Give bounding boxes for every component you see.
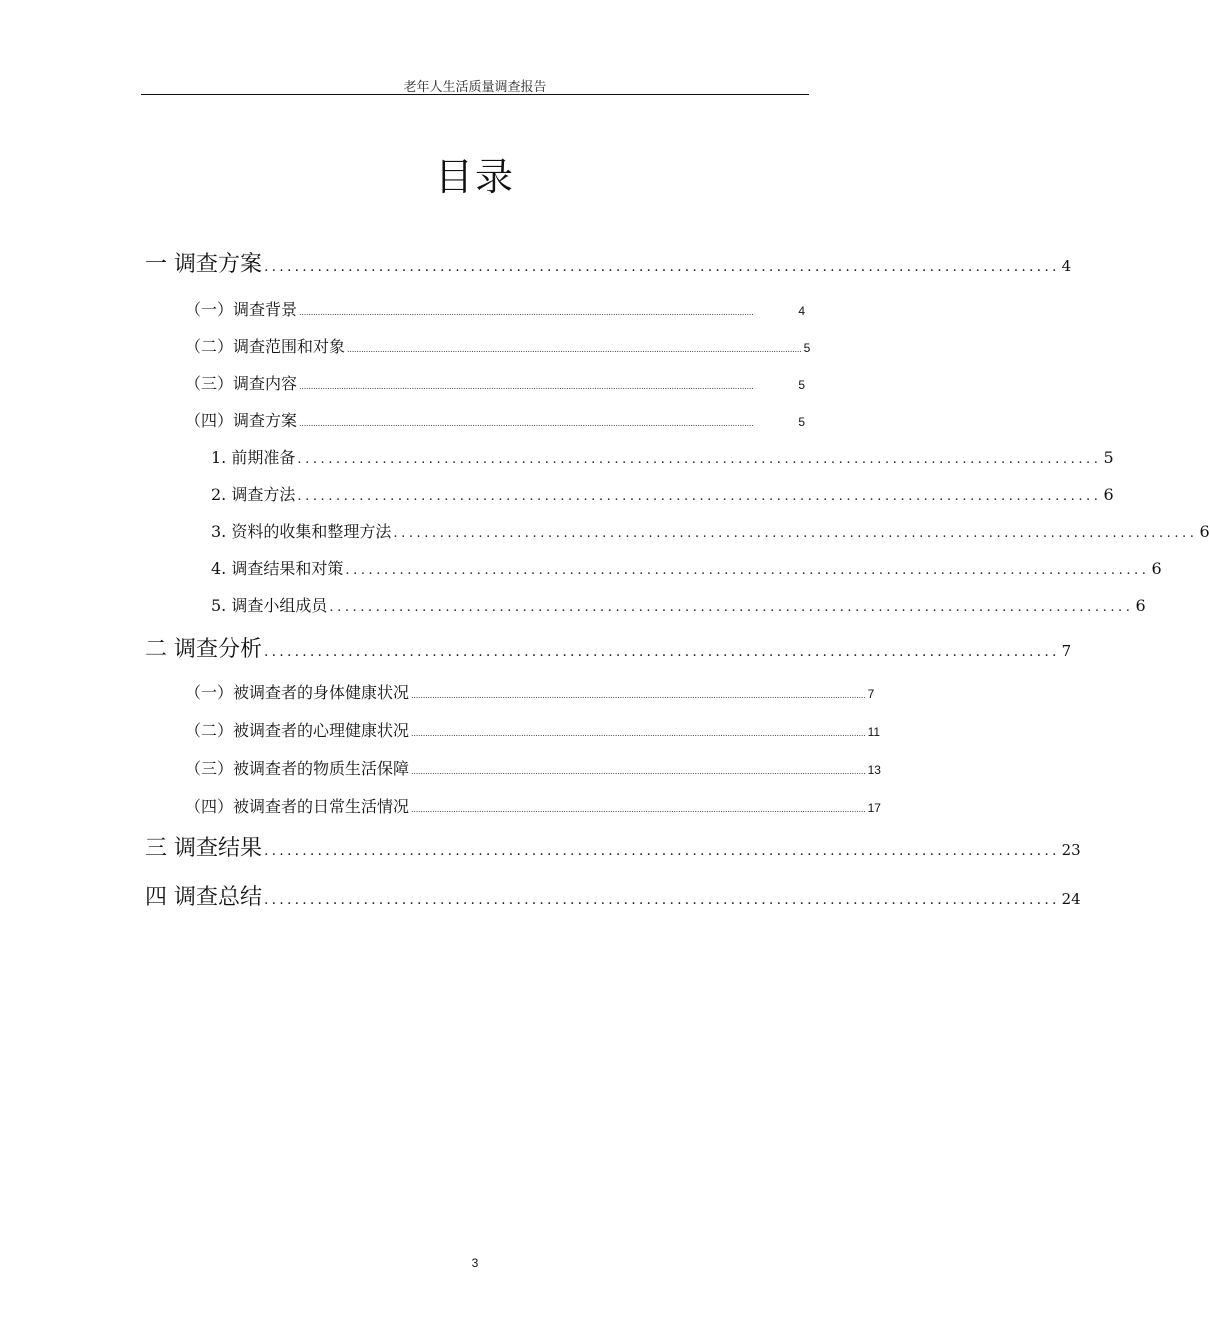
page-title: 目录 <box>434 155 515 199</box>
toc-entry-page: 23 <box>1061 841 1081 859</box>
toc-entry-1-1[interactable] <box>185 297 805 320</box>
toc-entry-page: 17 <box>867 801 881 815</box>
page-number: 3 <box>471 1256 479 1270</box>
toc-entry-label: （四）被调查者的日常生活情况 <box>185 797 410 816</box>
header-rule <box>141 94 809 95</box>
toc-entry-2-4[interactable] <box>185 794 881 817</box>
toc-entry-1-4-1[interactable] <box>211 445 1114 468</box>
toc-entry-page: 24 <box>1061 890 1081 908</box>
toc-leader-dots: .................................................................................................................................................................................................. <box>411 767 866 776</box>
toc-leader-dots: .................................................................................................................................................................................................. <box>411 691 866 700</box>
toc-entry-page: 5 <box>798 378 805 392</box>
toc-entry-page: 6 <box>1199 522 1210 541</box>
toc-entry-1-4-2[interactable] <box>211 482 1114 505</box>
toc-entry-page: 5 <box>1103 448 1114 467</box>
toc-entry-2-2[interactable] <box>185 718 881 741</box>
toc-entry-page: 6 <box>1151 559 1162 578</box>
toc-entry-2[interactable] <box>145 632 1072 663</box>
toc-entry-1-3[interactable] <box>185 371 805 394</box>
toc-leader-dots: .................................................................................................................................................................................................. <box>411 729 866 738</box>
toc-entry-page: 11 <box>867 725 881 739</box>
toc-entry-label: （二）被调查者的心理健康状况 <box>185 721 410 740</box>
toc-entry-label: （三）调查内容 <box>185 374 298 393</box>
toc-entry-label: （一）调查背景 <box>185 300 298 319</box>
toc-entry-4[interactable] <box>145 880 1081 911</box>
toc-leader-dots: .................................................................................................................................................................................................. <box>299 419 754 428</box>
toc-leader-dots: ........................................................................................................ <box>264 843 1060 859</box>
toc-entry-page: 5 <box>803 341 811 355</box>
toc-leader-dots: ........................................................................................................ <box>264 259 1060 275</box>
toc-entry-1-4-4[interactable] <box>211 556 1162 579</box>
toc-entry-2-3[interactable] <box>185 756 881 779</box>
toc-entry-1[interactable] <box>145 247 1072 278</box>
toc-entry-page: 4 <box>798 304 805 318</box>
toc-entry-page: 7 <box>1061 642 1072 660</box>
toc-leader-dots: .................................................................................................................................................................................................. <box>299 382 754 391</box>
toc-entry-2-1[interactable] <box>185 680 875 703</box>
toc-entry-page: 4 <box>1061 257 1072 275</box>
toc-entry-label: 3. 资料的收集和整理方法 <box>211 522 392 541</box>
toc-entry-1-4[interactable] <box>185 408 805 431</box>
toc-leader-dots: .................................................................................................................................................................................................. <box>347 345 802 354</box>
toc-entry-label: 1. 前期准备 <box>211 448 296 467</box>
toc-entry-page: 13 <box>867 763 881 777</box>
toc-leader-dots: .................................................................................................................................................................................................. <box>411 805 866 814</box>
toc-entry-page: 6 <box>1135 596 1146 615</box>
toc-entry-label: 2. 调查方法 <box>211 485 296 504</box>
toc-entry-1-4-5[interactable] <box>211 593 1146 616</box>
toc-entry-label: 一 调查方案 <box>145 252 262 277</box>
toc-entry-label: 四 调查总结 <box>145 885 262 910</box>
toc-entry-page: 7 <box>867 687 875 701</box>
toc-leader-dots: ........................................................................................................ <box>297 452 1102 467</box>
toc-entry-page: 6 <box>1103 485 1114 504</box>
toc-leader-dots: .................................................................................................................................................................................................. <box>299 308 754 317</box>
toc-entry-label: 二 调查分析 <box>145 637 262 662</box>
toc-entry-label: 三 调查结果 <box>145 836 262 861</box>
toc-leader-dots: ........................................................................................................ <box>393 526 1198 541</box>
toc-entry-label: 5. 调查小组成员 <box>211 596 328 615</box>
toc-leader-dots: ........................................................................................................ <box>345 563 1150 578</box>
toc-entry-label: （四）调查方案 <box>185 411 298 430</box>
toc-leader-dots: ........................................................................................................ <box>264 892 1060 908</box>
toc-entry-page: 5 <box>798 415 805 429</box>
toc-entry-1-2[interactable] <box>185 334 811 357</box>
toc-entry-label: （二）调查范围和对象 <box>185 337 346 356</box>
toc-entry-3[interactable] <box>145 831 1081 862</box>
running-header: 老年人生活质量调查报告 <box>403 80 547 95</box>
toc-entry-1-4-3[interactable] <box>211 519 1210 542</box>
toc-entry-label: （三）被调查者的物质生活保障 <box>185 759 410 778</box>
toc-leader-dots: ........................................................................................................ <box>329 600 1134 615</box>
toc-entry-label: （一）被调查者的身体健康状况 <box>185 683 410 702</box>
toc-entry-label: 4. 调查结果和对策 <box>211 559 344 578</box>
toc-leader-dots: ........................................................................................................ <box>264 644 1060 660</box>
toc-leader-dots: ........................................................................................................ <box>297 489 1102 504</box>
